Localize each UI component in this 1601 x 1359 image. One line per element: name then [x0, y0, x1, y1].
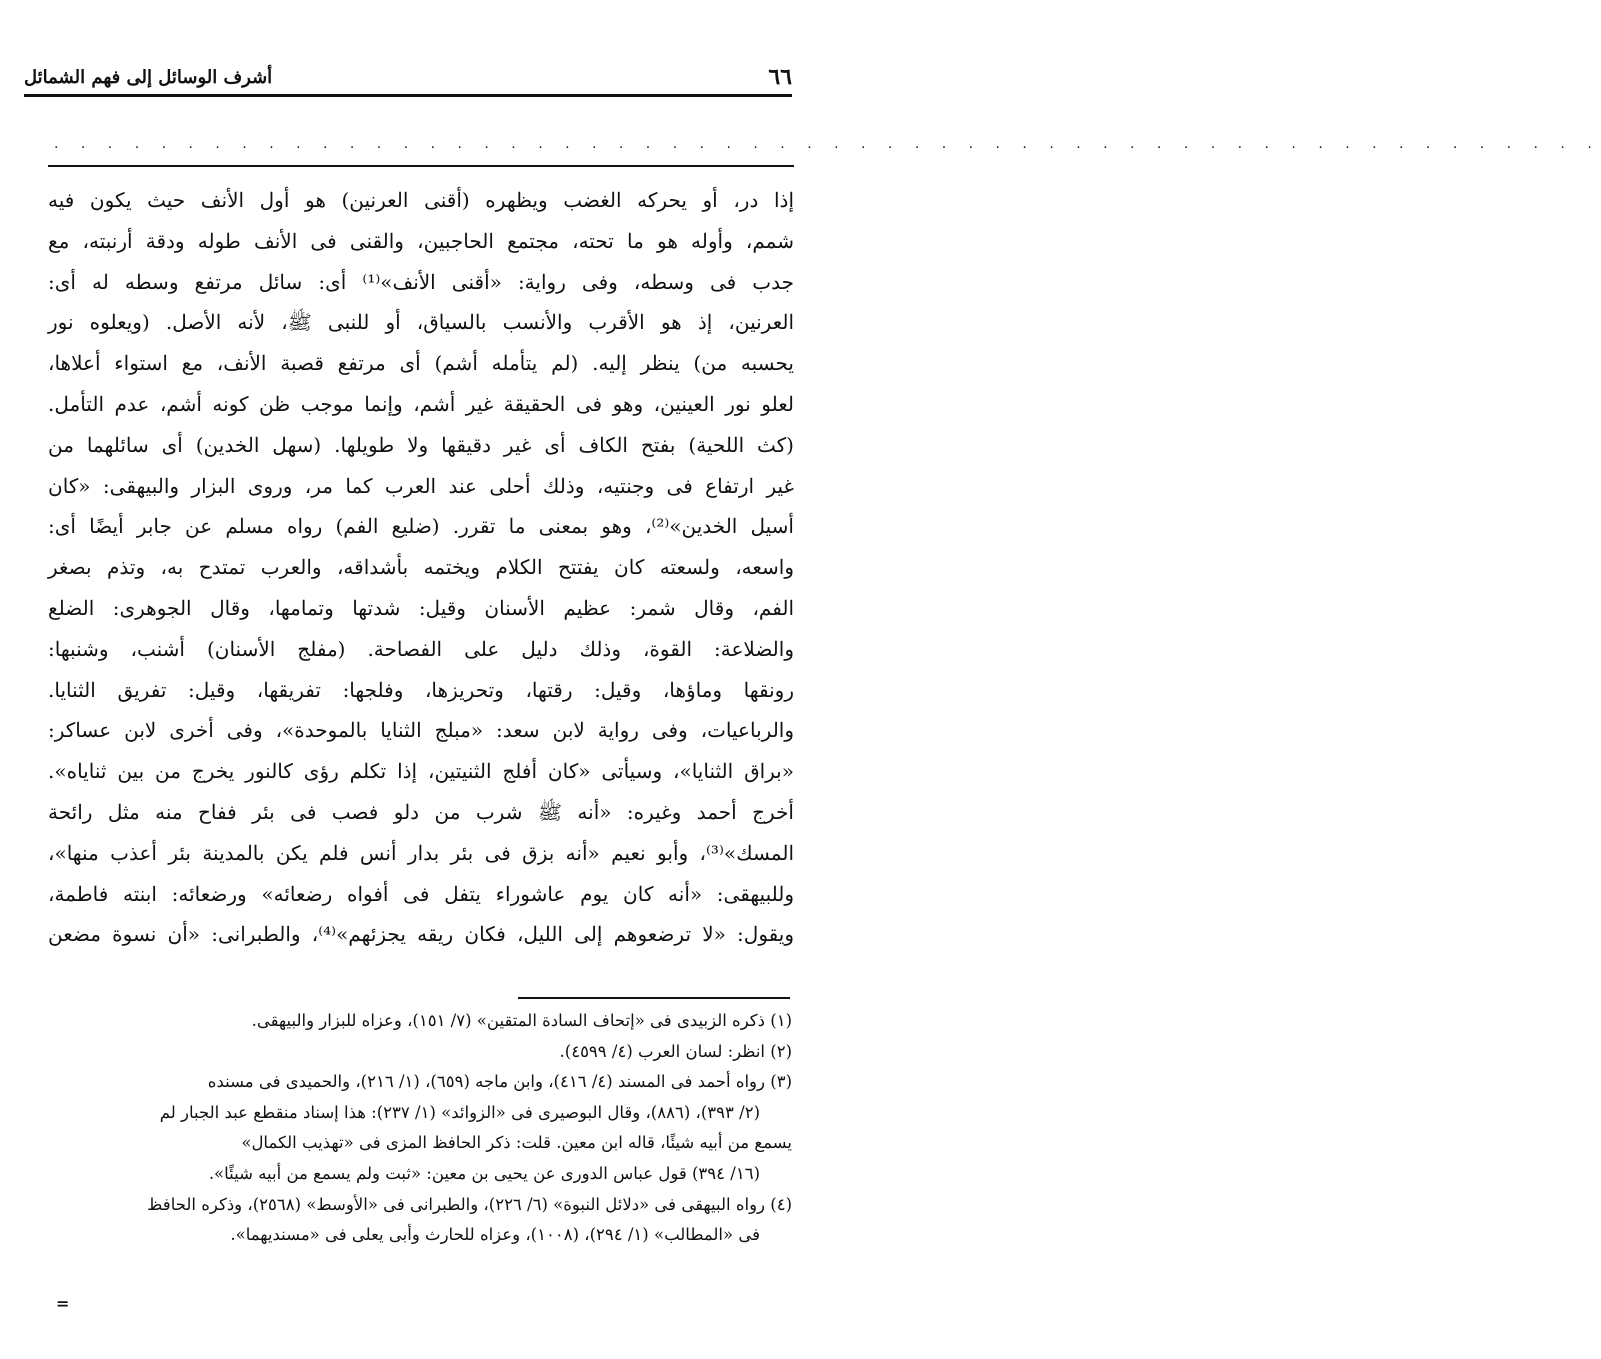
footnote-line: (٢/ ٣٩٣)، (٨٨٦)، وقال البوصيرى فى «الزوائد» (١/ ٢٣٧): هذا إسناد منقطع عبد الجبار لم — [159, 1102, 760, 1122]
text-line: وللبيهقى: «أنه كان يوم عاشوراء يتفل فى أفواه رضعائه» ورضعائه: ابنته فاطمة، — [48, 881, 794, 906]
text-line: العرنين، إذ هو الأقرب والأنسب بالسياق، أو للنبى ﷺ، لأنه الأصل. (ويعلوه نور — [48, 310, 794, 335]
running-title: أشرف الوسائل إلى فهم الشمائل — [24, 66, 273, 88]
footnote-1 — [48, 1006, 792, 1037]
footnote-rule — [518, 997, 790, 999]
text-line: أخرج أحمد وغيره: «أنه ﷺ شرب من دلو فصب فى بئر ففاح منه مثل رائحة — [48, 799, 794, 824]
footnote-line: (٣) رواه أحمد فى المسند (٤/ ٤١٦)، وابن ماجه (٦٥٩)، (١/ ٢١٦)، والحميدى فى مسنده — [207, 1072, 792, 1092]
footnote-line: (١٦/ ٣٩٤) قول عباس الدورى عن يحيى بن معين: «ثبت ولم يسمع من أبيه شيئًا». — [208, 1163, 760, 1183]
page-number: ٦٦ — [768, 64, 792, 90]
text-line: رونقها وماؤها، وقيل: رقتها، وتحريزها، وفلجها: تفريقها، وقيل: تفريق الثنايا. — [48, 677, 794, 702]
footnote-2 — [48, 1037, 792, 1068]
text-line: غير ارتفاع فى وجنتيه، وذلك أحلى عند العرب كما مر، وروى البزار والبيهقى: «كان — [48, 473, 794, 498]
text-line: والرباعيات، وفى رواية لابن سعد: «مبلج الثنايا بالموحدة»، وفى أخرى لابن عساكر: — [48, 718, 794, 743]
footnote-line: (٤) رواه البيهقى فى «دلائل النبوة» (٦/ ٢٢٦)، والطبرانى فى «الأوسط» (٢٥٦٨)، وذكره الحافظ — [147, 1194, 792, 1214]
text-line: الفم، وقال شمر: عظيم الأسنان وقيل: شدتها وتمامها، وقال الجوهرى: الضلع — [48, 595, 794, 620]
text-line: «براق الثنايا»، وسيأتى «كان أفلج الثنيتين، إذا تكلم رؤى كالنور يخرج من بين ثناياه». — [48, 759, 794, 784]
text-line: المسك»⁽³⁾، وأبو نعيم «أنه بزق فى بئر بدار أنس فلم يكن بالمدينة بئر أعذب منها»، — [48, 840, 794, 865]
footnote-4 — [48, 1190, 792, 1251]
text-line: لعلو نور العينين، وهو فى الحقيقة غير أشم، وإنما موجب ظن كونه أشم، عدم التأمل. — [48, 391, 794, 416]
footnotes — [48, 1006, 792, 1251]
text-line: (كث اللحية) بفتح الكاف أى غير دقيقها ولا طويلها. (سهل الخدين) أى سائلهما من — [48, 432, 794, 457]
footnote-line: فى «المطالب» (١/ ٢٩٤)، (١٠٠٨)، وعزاه للحارث وأبى يعلى فى «مسنديهما». — [230, 1225, 760, 1245]
text-line: جدب فى وسطه، وفى رواية: «أقنى الأنف»⁽¹⁾ أى: سائل مرتفع وسطه له أى: — [48, 269, 794, 294]
footnote-line: (٢) انظر: لسان العرب (٤/ ٤٥٩٩). — [559, 1041, 792, 1061]
main-text — [48, 180, 794, 955]
top-rule — [48, 165, 794, 167]
text-line: والضلاعة: القوة، وذلك دليل على الفصاحة. (مفلج الأسنان) أشنب، وشنبها: — [48, 636, 794, 661]
text-line: شمم، وأوله هو ما تحته، مجتمع الحاجبين، والقنى فى الأنف طوله ودقة أرنبته، مع — [48, 228, 794, 253]
text-line: يحسبه من) ينظر إليه. (لم يتأمله أشم) أى مرتفع قصبة الأنف، مع استواء أعلاها، — [48, 351, 794, 376]
page-header — [24, 60, 792, 97]
dotted-separator: . . . . . . . . . . . . . . . . . . . . . . . . . . . . . . . . . . . . . . . . . . . . . . . . . . . . . . . . . . — [54, 136, 1601, 152]
text-line: إذا در، أو يحركه الغضب ويظهره (أقنى العرنين) هو أول الأنف حيث يكون فيه — [48, 188, 794, 212]
continuation-mark: = — [56, 1294, 70, 1313]
footnote-line: يسمع من أبيه شيئًا، قاله ابن معين. قلت: ذكر الحافظ المزى فى «تهذيب الكمال» — [241, 1133, 792, 1153]
footnote-line: (١) ذكره الزبيدى فى «إتحاف السادة المتقين» (٧/ ١٥١)، وعزاه للبزار والبيهقى. — [251, 1011, 792, 1030]
footnote-3 — [48, 1067, 792, 1189]
text-line: أسيل الخدين»⁽²⁾، وهو بمعنى ما تقرر. (ضليع الفم) رواه مسلم عن جابر أيضًا أى: — [48, 514, 794, 539]
text-line: ويقول: «لا ترضعوهم إلى الليل، فكان ريقه يجزئهم»⁽⁴⁾، والطبرانى: «أن نسوة مضعن — [48, 922, 794, 947]
text-line: واسعه، ولسعته كان يفتتح الكلام ويختمه بأشداقه، والعرب تمتدح به، وتذم بصغر — [48, 555, 794, 580]
